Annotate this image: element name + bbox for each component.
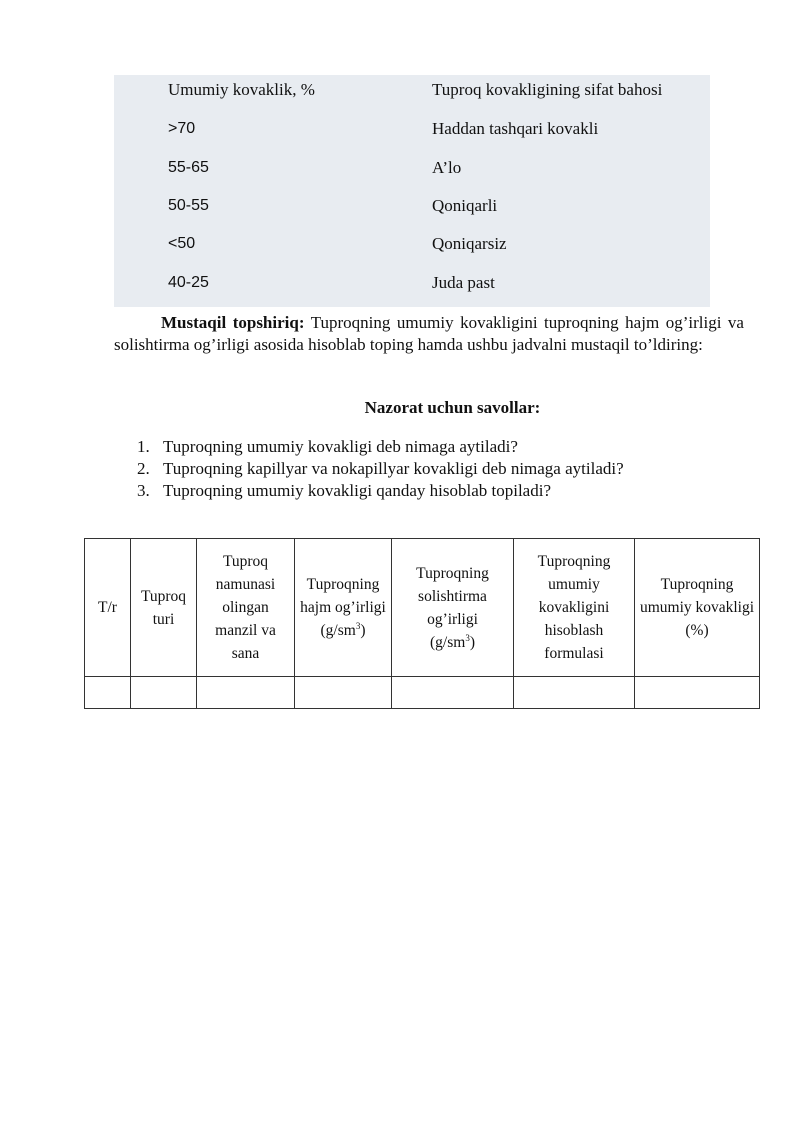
rating-grade: Qoniqarsiz <box>432 234 507 253</box>
rating-row <box>114 118 710 156</box>
header-porosity: Tuproqning umumiy kovakligi (%) <box>635 539 760 677</box>
task-label: Mustaqil topshiriq: <box>161 313 305 332</box>
rating-row <box>114 272 710 310</box>
table-cell[interactable] <box>514 677 635 709</box>
table-cell[interactable] <box>635 677 760 709</box>
question-text: Tuproqning umumiy kovakligi qanday hisoblab topiladi? <box>163 481 551 500</box>
unit-exponent: 3 <box>355 620 361 631</box>
question-item <box>137 458 624 480</box>
bulk-density-label: Tuproqning hajm og’irligi <box>300 576 386 616</box>
unit-exponent: 3 <box>465 632 470 643</box>
header-tr: T/r <box>85 539 131 677</box>
rating-range: <50 <box>168 235 196 252</box>
rating-grade: Haddan tashqari kovakli <box>432 119 599 138</box>
table-cell[interactable] <box>392 677 514 709</box>
header-sample-place: Tuproq namunasi olingan manzil va sana <box>197 539 295 677</box>
rating-row <box>114 157 710 195</box>
rating-range: 50-55 <box>168 197 209 214</box>
rating-grade: A’lo <box>432 158 462 177</box>
table-cell[interactable] <box>85 677 131 709</box>
question-text: Tuproqning umumiy kovakligi deb nimaga aytiladi? <box>163 437 518 456</box>
question-item <box>137 436 624 458</box>
question-number: 2. <box>137 459 150 478</box>
rating-range: 40-25 <box>168 274 209 291</box>
rating-row <box>114 233 710 271</box>
rating-range: 55-65 <box>168 159 209 176</box>
rating-grade: Qoniqarli <box>432 196 498 215</box>
table-cell[interactable] <box>131 677 197 709</box>
question-item <box>137 480 624 502</box>
porosity-fill-table <box>84 538 760 709</box>
question-text: Tuproqning kapillyar va nokapillyar kovakligi deb nimaga aytiladi? <box>163 459 624 478</box>
rating-table-header <box>114 79 710 117</box>
question-number: 3. <box>137 481 150 500</box>
questions-list <box>137 436 624 502</box>
question-number: 1. <box>137 437 150 456</box>
rating-grade: Juda past <box>432 273 495 292</box>
rating-header-porosity: Umumiy kovaklik, % <box>168 80 315 99</box>
table-header-row <box>85 539 760 677</box>
specific-density-label: Tuproqning solishtirma og’irligi <box>416 564 489 628</box>
table-cell[interactable] <box>295 677 392 709</box>
task-paragraph <box>114 312 744 355</box>
table-cell[interactable] <box>197 677 295 709</box>
bulk-density-unit: (g/sm <box>320 622 356 639</box>
unit-close: ) <box>469 633 475 651</box>
rating-header-grade: Tuproq kovakligining sifat bahosi <box>432 80 663 99</box>
header-bulk-density <box>295 539 392 677</box>
header-soil-type: Tuproq turi <box>131 539 197 677</box>
porosity-rating-table <box>114 75 710 307</box>
table-row <box>85 677 760 709</box>
rating-range: >70 <box>168 120 196 137</box>
questions-heading: Nazorat uchun savollar: <box>364 398 541 417</box>
header-formula: Tuproqning umumiy kovakligini hisoblash formulasi <box>514 539 635 677</box>
unit-close: ) <box>360 622 366 639</box>
task-text: Tuproqning umumiy kovakligini tuproqning hajm og’irligi va solishtirma og’irligi asosida hisoblab toping hamda ushbu jadvalni mustaqil to’ldiring: <box>114 313 744 354</box>
rating-row <box>114 195 710 233</box>
specific-density-unit: (g/sm <box>430 633 466 651</box>
header-specific-density <box>392 539 514 677</box>
